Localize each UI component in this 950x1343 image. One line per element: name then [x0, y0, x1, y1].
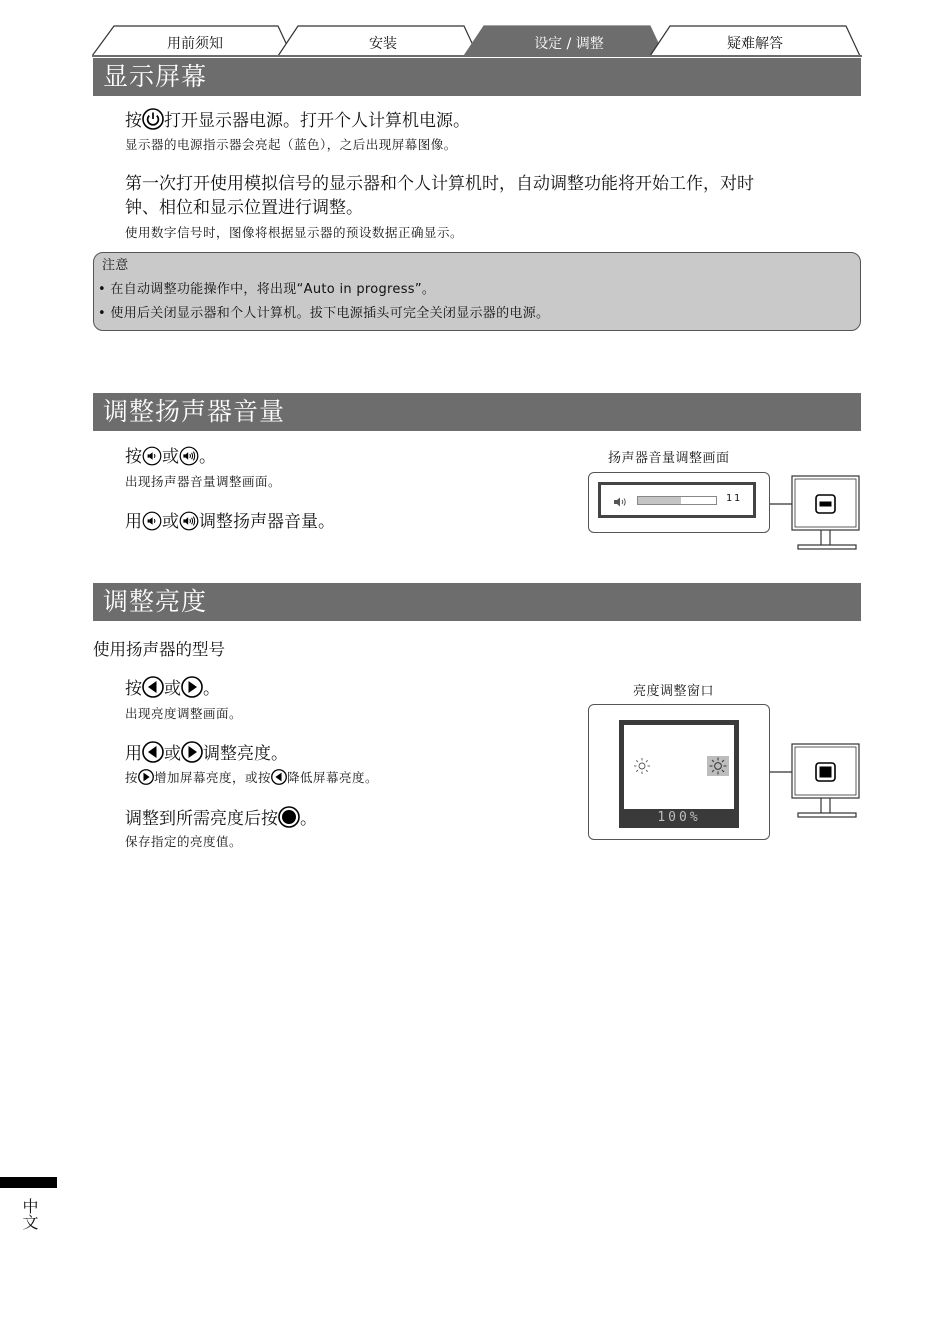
step-text: 按 — [125, 679, 142, 699]
section-title-brightness: 调整亮度 — [93, 583, 861, 621]
display-step2-line2: 钟、相位和显示位置进行调整。 — [125, 198, 363, 218]
volume-step1 — [125, 446, 216, 473]
note-text: 降低屏幕亮度。 — [287, 770, 379, 785]
step-text: 用 — [125, 512, 142, 532]
right-arrow-icon — [181, 741, 203, 770]
brightness-osd-area — [624, 725, 734, 809]
enter-icon — [278, 806, 300, 835]
volume-bar-fill — [638, 497, 681, 504]
notice-item: • 使用后关闭显示器和个人计算机。拔下电源插头可完全关闭显示器的电源。 — [98, 306, 550, 321]
volume-down-icon — [142, 446, 162, 473]
note-text: 增加屏幕亮度，或按 — [154, 770, 272, 785]
notice-title: 注意 — [102, 258, 129, 273]
tab-before-use[interactable]: 用前须知 — [167, 36, 223, 52]
brightness-value: 100% — [657, 810, 701, 825]
step-text: 打开显示器电源。打开个人计算机电源。 — [164, 111, 470, 131]
volume-value: 11 — [726, 493, 743, 504]
volume-down-icon — [142, 511, 162, 538]
display-step1 — [125, 108, 470, 137]
speaker-icon — [613, 493, 629, 512]
volume-step2 — [125, 511, 335, 538]
brightness-osd — [619, 720, 739, 828]
display-step2-note: 使用数字信号时，图像将根据显示器的预设数据正确显示。 — [125, 225, 464, 240]
step-text: 按 — [125, 111, 142, 131]
monitor-icon — [770, 742, 862, 820]
sun-icon — [633, 757, 651, 779]
brightness-step3 — [125, 806, 317, 835]
sun-icon — [707, 756, 729, 776]
volume-screen-panel — [588, 472, 770, 533]
step-text: 按 — [125, 447, 142, 467]
power-icon — [142, 108, 164, 137]
right-arrow-icon — [138, 769, 154, 789]
display-step1-note: 显示器的电源指示器会亮起（蓝色），之后出现屏幕图像。 — [125, 137, 457, 152]
language-tab-marker — [0, 1177, 57, 1188]
brightness-step1-note: 出现亮度调整画面。 — [125, 706, 243, 721]
display-step2-line1: 第一次打开使用模拟信号的显示器和个人计算机时，自动调整功能将开始工作，对时 — [125, 174, 754, 194]
brightness-step2 — [125, 741, 288, 770]
left-arrow-icon — [142, 676, 164, 705]
brightness-step2-note — [125, 769, 378, 789]
section-title-volume: 调整扬声器音量 — [93, 393, 861, 431]
notice-item: • 在自动调整功能操作中，将出现“Auto in progress”。 — [98, 282, 436, 297]
step-text: 。 — [199, 447, 216, 467]
volume-up-icon — [179, 511, 199, 538]
volume-figure-caption: 扬声器音量调整画面 — [608, 451, 730, 466]
right-arrow-icon — [181, 676, 203, 705]
left-arrow-icon — [271, 769, 287, 789]
top-tab-bar — [92, 24, 862, 58]
brightness-subtitle: 使用扬声器的型号 — [93, 640, 225, 659]
step-text: 或 — [164, 679, 181, 699]
tab-installation[interactable]: 安装 — [369, 36, 397, 52]
section-title-display: 显示屏幕 — [93, 58, 861, 96]
tab-troubleshooting[interactable]: 疑难解答 — [727, 36, 783, 52]
step-text: 。 — [300, 809, 317, 829]
volume-osd — [598, 482, 756, 518]
note-text: 按 — [125, 770, 139, 785]
step-text: 用 — [125, 744, 142, 764]
step-text: 或 — [162, 512, 179, 532]
step-text: 调整扬声器音量。 — [199, 512, 335, 532]
brightness-figure-caption: 亮度调整窗口 — [633, 684, 715, 699]
volume-step1-note: 出现扬声器音量调整画面。 — [125, 474, 282, 489]
volume-up-icon — [179, 446, 199, 473]
volume-bar-track — [637, 496, 717, 505]
step-text: 或 — [162, 447, 179, 467]
monitor-icon — [770, 474, 862, 552]
step-text: 或 — [164, 744, 181, 764]
tab-settings-adjust[interactable]: 设定 / 调整 — [534, 36, 604, 52]
step-text: 调整到所需亮度后按 — [125, 809, 278, 829]
step-text: 。 — [203, 679, 220, 699]
brightness-window-panel — [588, 704, 770, 840]
step-text: 调整亮度。 — [203, 744, 288, 764]
language-label: 中文 — [20, 1198, 39, 1230]
left-arrow-icon — [142, 741, 164, 770]
brightness-step3-note: 保存指定的亮度值。 — [125, 834, 243, 849]
brightness-step1 — [125, 676, 220, 705]
notice-box — [93, 252, 861, 331]
